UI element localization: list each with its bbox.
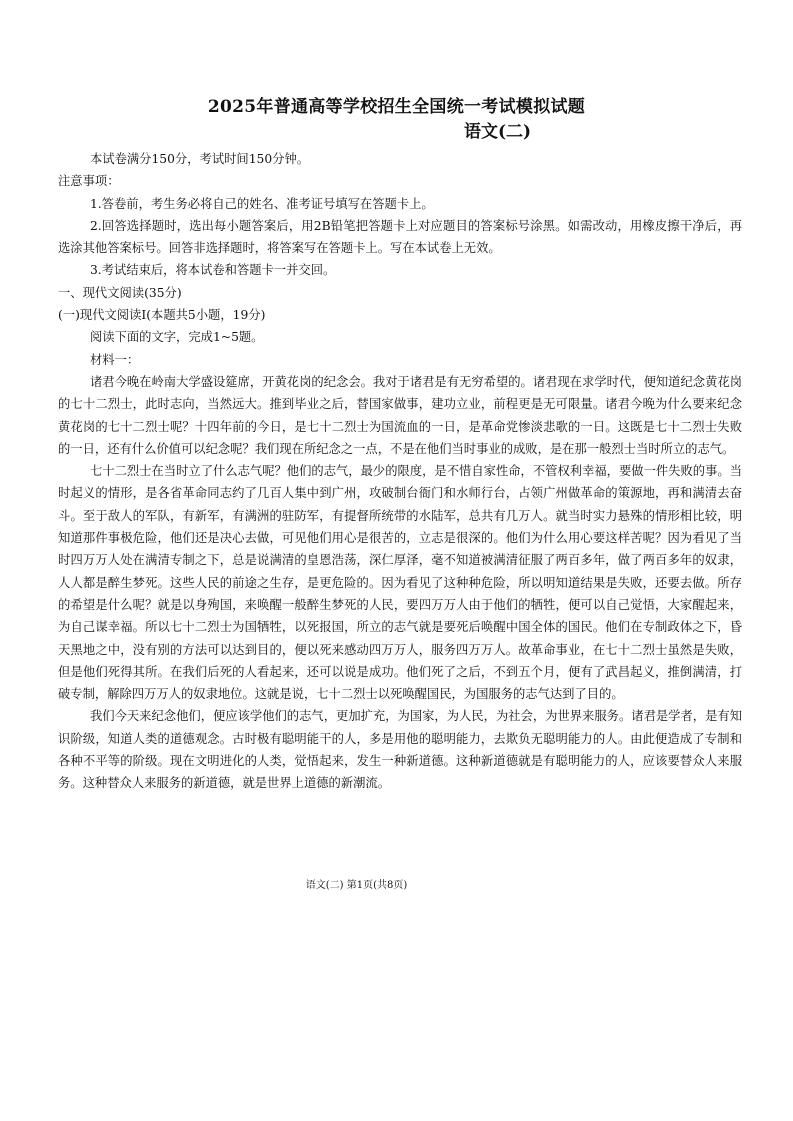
exam-title: 2025年普通高等学校招生全国统一考试模拟试题	[207, 97, 586, 117]
material-label: 材料一：	[89, 352, 140, 367]
reading-instruction: 阅读下面的文字，完成1~5题。	[89, 330, 264, 345]
notice-item-2: 2.回答选择题时，选出每小题答案后，用2B铅笔把答题卡上对应题目的答案标号涂黑。如需改动，用橡皮擦干净后，再选涂其他答案标号。回答非选择题时，将答案写在答题卡上。写在本试卷上无效。	[58, 218, 742, 256]
notice-item-1: 1.答卷前，考生务必将自己的姓名、准考证号填写在答题卡上。	[89, 196, 434, 211]
page-footer	[0, 876, 793, 891]
passage-paragraph-3: 我们今天来纪念他们，便应该学他们的志气，更加扩充，为国家，为人民，为社会，为世界来服务。诸君是学者，是有知识阶级，知道人类的道德观念。古时极有聪明能干的人，多是用他的聪明能力，去欺负无聪明能力的人。由此便造成了专制和各种不平等的阶级。现在文明进化的人类，觉悟起来，发生一种新道德。这种新道德就是有聪明能力的人，应该要替众人来服务。这种替众人来服务的新道德，就是世界上道德的新潮流。	[58, 709, 742, 791]
passage-paragraph-1: 诸君今晚在岭南大学盛设筵席，开黄花岗的纪念会。我对于诸君是有无穷希望的。诸君现在求学时代，便知道纪念黄花岗的七十二烈士，此时志向，当然远大。推到毕业之后，替国家做事，建功立业，前程更是无可限量。诸君今晚为什么要来纪念黄花岗的七十二烈士呢？十四年前的今日，是七十二烈士为国流血的一日，是革命党惨淡悲歌的一日。这既是七十二烈士失败的一日，还有什么价值可以纪念呢？我们现在所纪念之一点，不是在他们当时事业的成败，是在那一般烈士当时所立的志气。	[58, 374, 742, 456]
exam-body	[58, 148, 742, 795]
score-line: 本试卷满分150分，考试时间150分钟。	[89, 152, 310, 166]
page-number: 语文(二) 第1页(共8页)	[305, 880, 408, 891]
notice-heading: 注意事项：	[58, 174, 120, 189]
section-heading: 一、现代文阅读(35分)	[58, 285, 182, 300]
passage-paragraph-2: 七十二烈士在当时立了什么志气呢？他们的志气，最少的限度，是不惜自家性命，不管权利幸福，要做一件失败的事。当时起义的情形，是各省革命同志约了几百人集中到广州，攻破制台衙门和水师行台，占领广州做革命的策源地，再和满清去奋斗。至于敌人的军队，有新军，有满洲的驻防军，有提督所统带的水陆军，总共有几万人。就当时实力悬殊的情形相比较，明知道那件事极危险，他们还是决心去做，可见他们用心是很苦的，立志是很深的。他们为什么用心要这样苦呢？因为看见了当时四万万人处在满清专制之下，总是说满清的皇恩浩荡，深仁厚泽，毫不知道被满清征服了两百多年，做了两百多年的奴隶，人人都是醉生梦死。这些人民的前途之生存，是更危险的。因为看见了这种种危险，所以明知道结果是失败，还要去做。所存的希望是什么呢？就是以身殉国，来唤醒一般醉生梦死的人民，要四万万人由于他们的牺牲，便可以自己觉悟，大家醒起来，为自己谋幸福。所以七十二烈士为国牺牲，以死报国，所立的志气就是要死后唤醒中国全体的国民。他们在专制政体之下，昏天黑地之中，没有别的方法可以达到目的，便以死来感动四万万人，服务四万万人。故革命事业，在七十二烈士虽然是失败，但是他们死得其所。在我们后死的人看起来，还可以说是成功。他们死了之后，不到五个月，便有了武昌起义，推倒满清，打破专制，解除四万万人的奴隶地位。这就是说，七十二烈士以死唤醒国民，为国服务的志气达到了目的。	[58, 464, 742, 702]
sub-section-heading: (一)现代文阅读Ⅰ(本题共5小题，19分)	[58, 308, 266, 323]
exam-subject: 语文(二)	[464, 122, 532, 142]
notice-item-3: 3.考试结束后，将本试卷和答题卡一并交回。	[89, 263, 336, 278]
